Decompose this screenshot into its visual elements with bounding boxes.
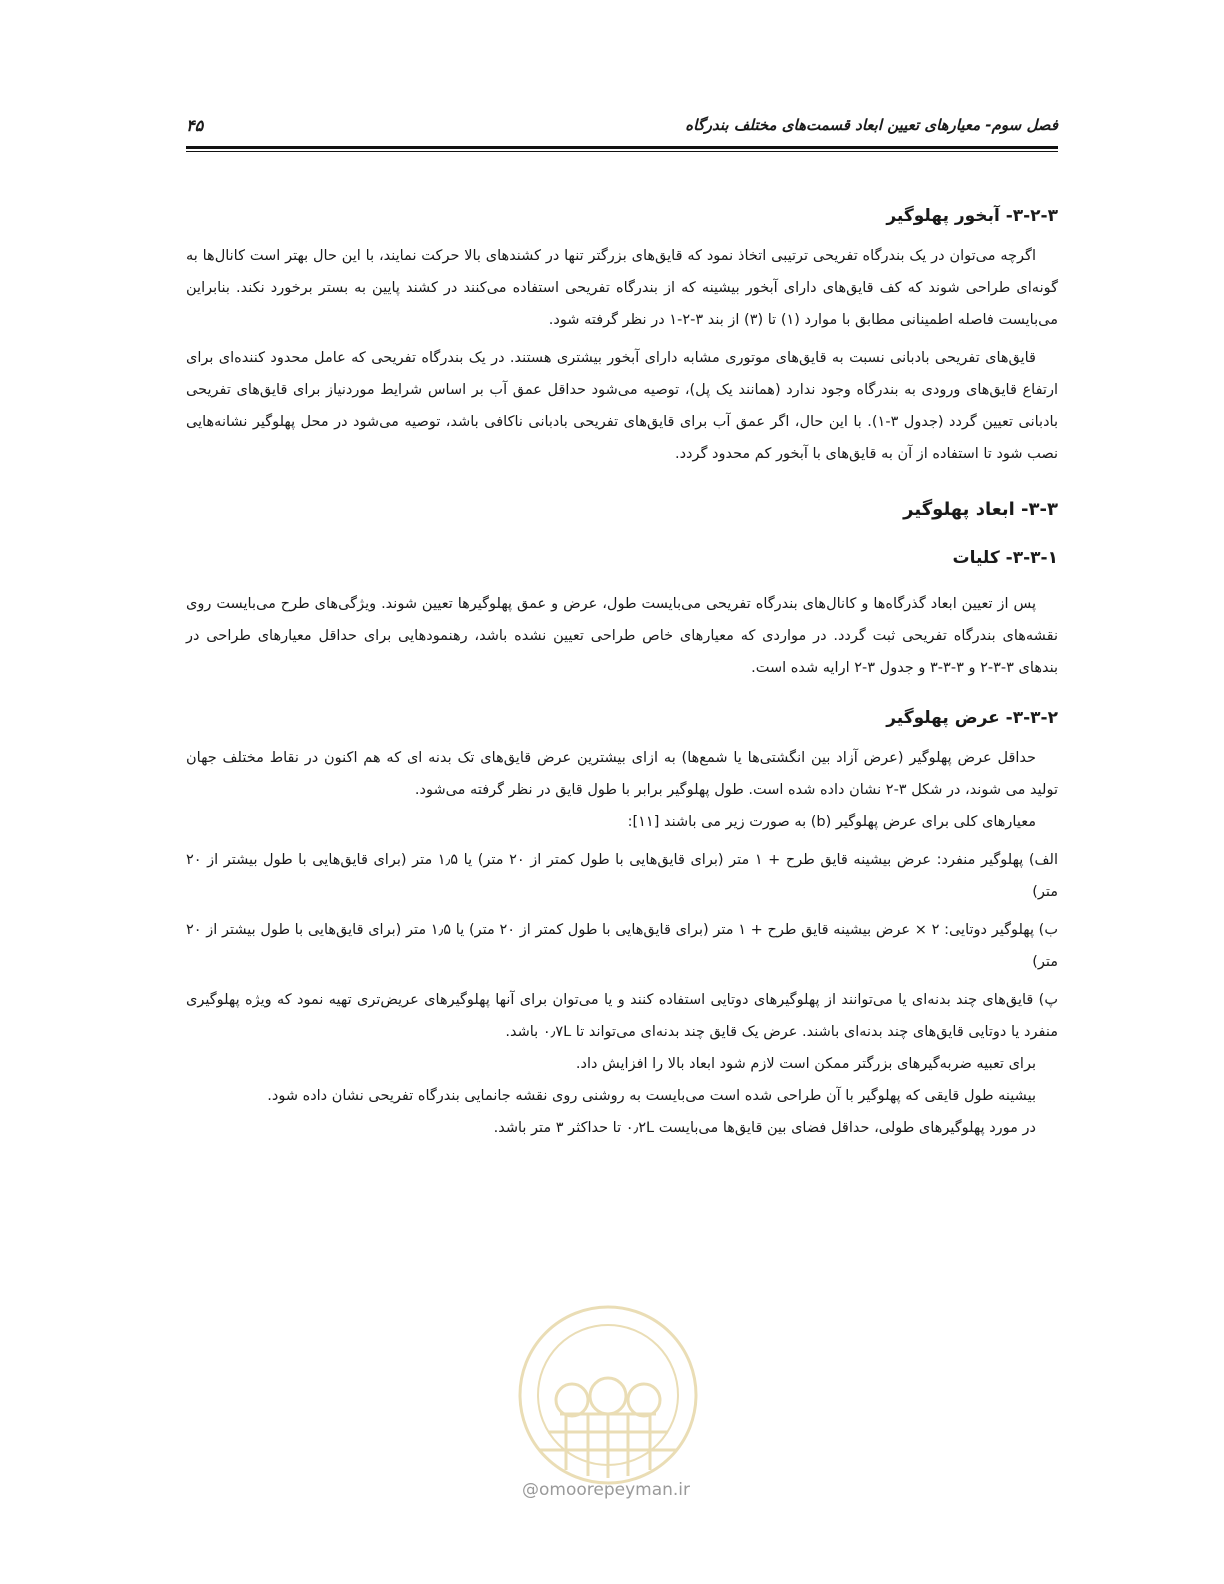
paragraph: اگرچه می‌توان در یک بندرگاه تفریحی ترتیبی اتخاذ نمود که قایق‌های بزرگتر تنها در کشندهای بالا حرکت نمایند، با این حال بهتر است کانال‌ها به گونه‌ای طراحی شوند که کف قایق‌های دارای آبخور بیشینه که از بندرگاه تفریحی استفاده می‌کنند در کشند پایین به بستر برخورد نکند. بنابراین می‌بایست فاصله اطمینانی مطابق با موارد (۱) تا (۳) از بند ۳-۲-۱ در نظر گرفته شود.: [186, 248, 1058, 328]
paragraph: پس از تعیین ابعاد گذرگاه‌ها و کانال‌های بندرگاه تفریحی می‌بایست طول، عرض و عمق پهلوگیرها تعیین شوند. ویژگی‌های طرح می‌بایست روی نقشه‌های بندرگاه تفریحی ثبت گردد. در مواردی که معیارهای خاص طراحی تعیین نشده باشد، رهنمودهایی برای حداقل معیارهای طراحی در بندهای ۳-۳-۲ و ۳-۳-۳ و جدول ۳-۲ ارایه شده است.: [186, 596, 1058, 676]
header-rule-thick: [186, 146, 1058, 149]
paragraph: قایق‌های تفریحی بادبانی نسبت به قایق‌های موتوری مشابه دارای آبخور بیشتری هستند. در یک بندرگاه تفریحی که عامل محدود کننده‌ای برای ارتفاع قایق‌های ورودی به بندرگاه وجود ندارد (همانند یک پل)، توصیه می‌شود حداقل عمق آب بر اساس شرایط موردنیاز برای قایق‌های تفریحی بادبانی تعیین گردد (جدول ۳-۱). با این حال، اگر عمق آب برای قایق‌های تفریحی بادبانی ناکافی باشد، توصیه می‌شود در محل پهلوگیر نشانه‌هایی نصب شود تا استفاده از آن به قایق‌های با آبخور کم محدود گردد.: [186, 350, 1058, 462]
paragraph: برای تعبیه ضربه‌گیرهای بزرگتر ممکن است لازم شود ابعاد بالا را افزایش داد.: [575, 1056, 1036, 1072]
paragraph: معیارهای کلی برای عرض پهلوگیر (b) به صورت زیر می باشند [۱۱]:: [627, 814, 1036, 830]
body-text: [186, 196, 1058, 1144]
watermark-url: @omoorepeyman.ir: [521, 1480, 691, 1500]
paragraph: حداقل عرض پهلوگیر (عرض آزاد بین انگشتی‌ها یا شمع‌ها) به ازای بیشترین عرض قایق‌های تک بدنه ای که هم اکنون در نقاط مختلف جهان تولید می شوند، در شکل ۳-۲ نشان داده شده است. طول پهلوگیر برابر با طول قایق در نظر گرفته می‌شود.: [186, 750, 1058, 798]
header-rule-thin: [186, 151, 1058, 152]
list-item-c: پ) قایق‌های چند بدنه‌ای یا می‌توانند از پهلوگیرهای دوتایی استفاده کنند و یا می‌توان برای آنها پهلوگیرهای عریض‌تری تهیه نمود که ویژه پهلوگیری منفرد یا دوتایی قایق‌های چند بدنه‌ای باشند. عرض یک قایق چند بدنه‌ای می‌تواند تا ۰٫۷L باشد.: [186, 992, 1058, 1040]
page-header: [186, 116, 1058, 144]
heading-3-3: ۳-۳- ابعاد پهلوگیر: [903, 499, 1058, 520]
page-number: ۴۵: [186, 116, 204, 135]
paragraph: بیشینه طول قایقی که پهلوگیر با آن طراحی شده است می‌بایست به روشنی روی نقشه جانمایی بندرگاه تفریحی نشان داده شود.: [267, 1088, 1036, 1104]
heading-3-2-3: ۳-۲-۳- آبخور پهلوگیر: [886, 206, 1058, 226]
chapter-title: فصل سوم- معیارهای تعیین ابعاد قسمت‌های مختلف بندرگاه: [685, 116, 1058, 134]
heading-3-3-1: ۳-۳-۱- کلیات: [952, 548, 1058, 568]
list-item-a: الف) پهلوگیر منفرد: عرض بیشینه قایق طرح + ۱ متر (برای قایق‌هایی با طول کمتر از ۲۰ متر) یا ۱٫۵ متر (برای قایق‌هایی با طول بیشتر از ۲۰ متر): [186, 852, 1058, 900]
list-item-b: ب) پهلوگیر دوتایی: ۲ × عرض بیشینه قایق طرح + ۱ متر (برای قایق‌هایی با طول کمتر از ۲۰ متر) یا ۱٫۵ متر (برای قایق‌هایی با طول بیشتر از ۲۰ متر): [186, 922, 1058, 970]
heading-3-3-2: ۳-۳-۲- عرض پهلوگیر: [886, 708, 1058, 728]
paragraph: در مورد پهلوگیرهای طولی، حداقل فضای بین قایق‌ها می‌بایست ۰٫۲L تا حداکثر ۳ متر باشد.: [493, 1120, 1036, 1136]
watermark-logo: [500, 1300, 716, 1490]
